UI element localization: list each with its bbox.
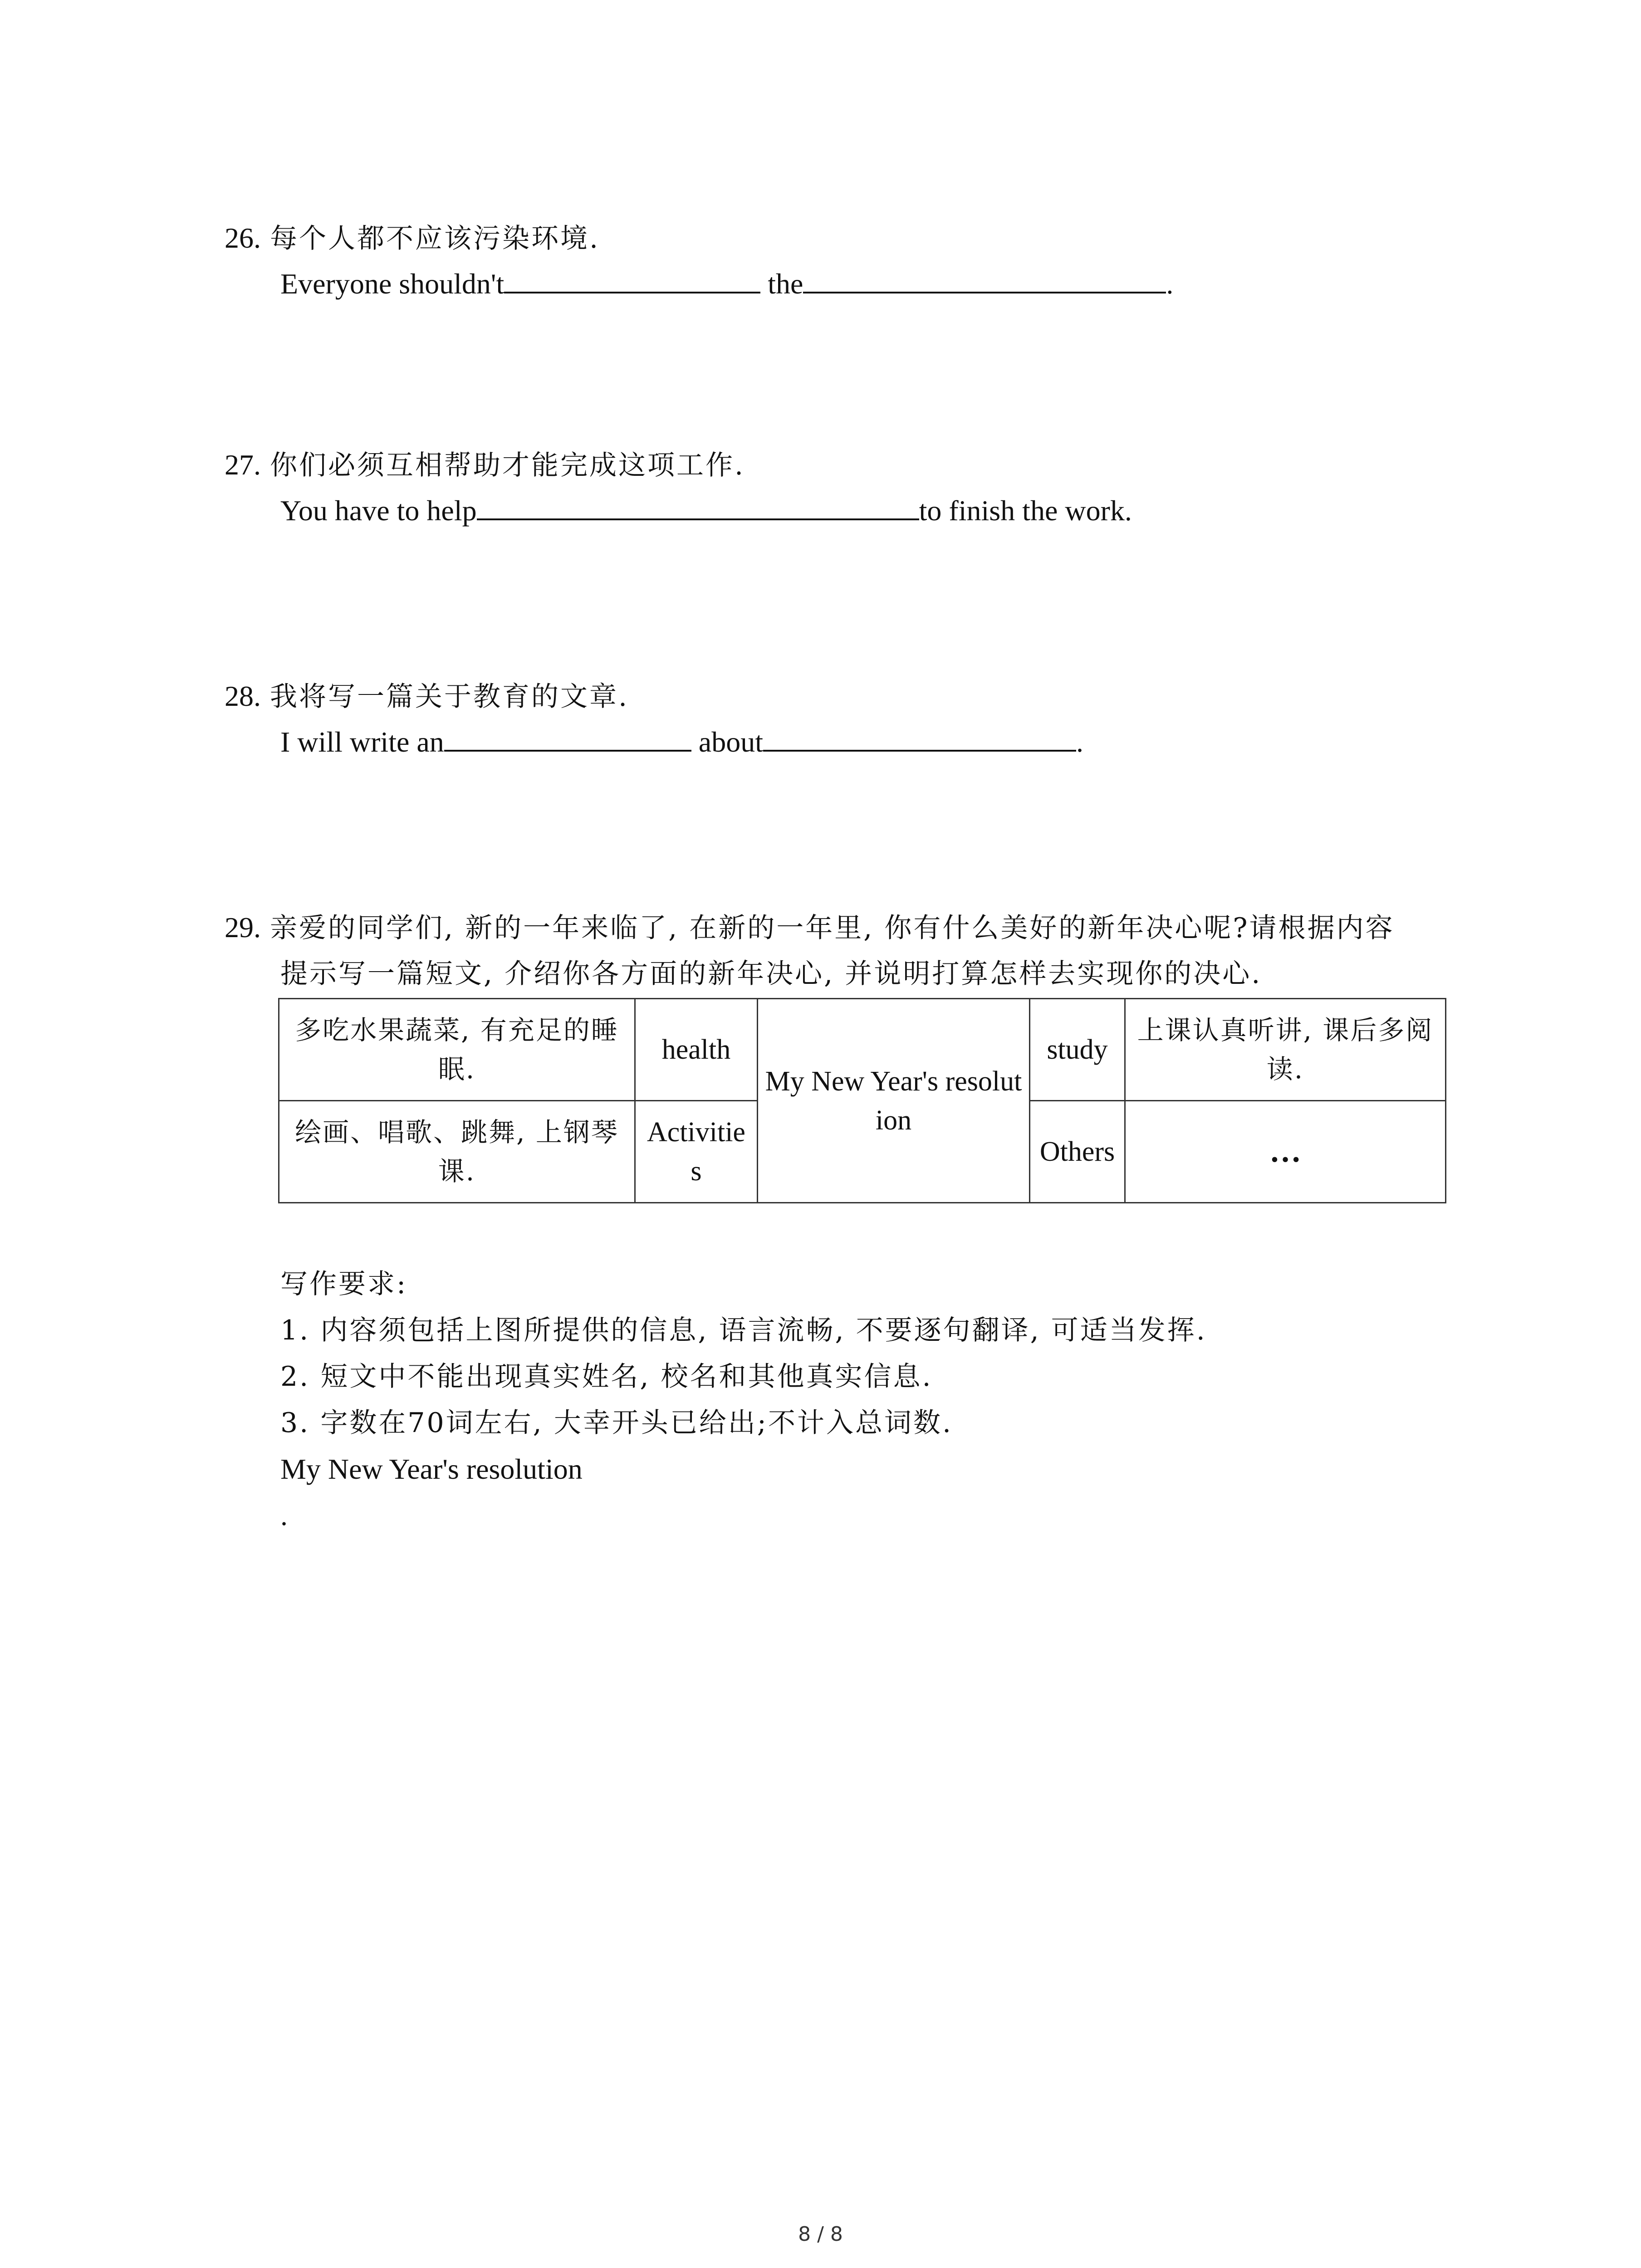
sentence-text: . — [1076, 726, 1083, 758]
sentence-text: . — [1166, 268, 1174, 300]
question-sentence-en — [225, 488, 1477, 533]
table-cell-health: health — [635, 999, 758, 1101]
question-28 — [225, 674, 1477, 765]
table-cell-health-detail: 多吃水果蔬菜, 有充足的睡眠. — [279, 999, 635, 1101]
question-sentence-en — [225, 719, 1477, 765]
question-sentence-en — [225, 261, 1477, 307]
sentence-text: the — [760, 268, 803, 300]
question-number: 27. — [225, 449, 261, 481]
question-number: 29. — [225, 911, 261, 943]
answer-blank[interactable] — [504, 264, 760, 293]
question-prompt-zh: 你们必须互相帮助才能完成这项工作. — [270, 450, 745, 481]
question-29 — [225, 905, 1477, 997]
sentence-text: to finish the work. — [919, 494, 1132, 527]
question-number: 28. — [225, 680, 261, 712]
answer-blank[interactable] — [477, 491, 919, 520]
table-cell-study: study — [1030, 999, 1125, 1101]
question-prompt-zh: 亲爱的同学们, 新的一年来临了, 在新的一年里, 你有什么美好的新年决心呢?请根据内容 — [270, 912, 1395, 944]
essay-start[interactable]: . — [280, 1499, 288, 1531]
question-prompt-zh: 每个人都不应该污染环境. — [270, 223, 600, 254]
question-prompt-zh: 提示写一篇短文, 介绍你各方面的新年决心, 并说明打算怎样去实现你的决心. — [280, 958, 1262, 990]
table-cell-others: Others — [1030, 1101, 1125, 1203]
table-cell-activities: Activities — [635, 1101, 758, 1203]
resolution-table — [278, 998, 1446, 1203]
sentence-text: I will write an — [280, 726, 444, 758]
table-cell-study-detail: 上课认真听讲, 课后多阅读. — [1125, 999, 1446, 1101]
requirement-item: 2. 短文中不能出现真实姓名, 校名和其他真实信息. — [280, 1361, 933, 1393]
requirements-title: 写作要求: — [280, 1268, 408, 1300]
table-cell-activities-detail: 绘画、唱歌、跳舞, 上钢琴课. — [279, 1101, 635, 1203]
table-cell-center-title: My New Year's resolution — [758, 999, 1030, 1203]
sentence-text: Everyone shouldn't — [280, 268, 505, 300]
sentence-text: about — [691, 726, 763, 758]
answer-blank[interactable] — [763, 723, 1076, 752]
answer-blank[interactable] — [803, 264, 1166, 293]
sentence-text: You have to help — [280, 494, 477, 527]
question-27 — [225, 442, 1477, 533]
page-number: 8 / 8 — [798, 2223, 843, 2246]
essay-title: My New Year's resolution — [280, 1453, 583, 1485]
requirement-item: 1. 内容须包括上图所提供的信息, 语言流畅, 不要逐句翻译, 可适当发挥. — [280, 1315, 1207, 1346]
requirement-item: 3. 字数在70词左右, 大幸开头已给出;不计入总词数. — [280, 1407, 953, 1439]
writing-requirements — [280, 1261, 1460, 1539]
answer-blank[interactable] — [444, 723, 691, 752]
question-26 — [225, 215, 1477, 307]
table-cell-others-detail: … — [1125, 1101, 1446, 1203]
question-number: 26. — [225, 222, 261, 254]
question-prompt-zh: 我将写一篇关于教育的文章. — [270, 681, 629, 713]
